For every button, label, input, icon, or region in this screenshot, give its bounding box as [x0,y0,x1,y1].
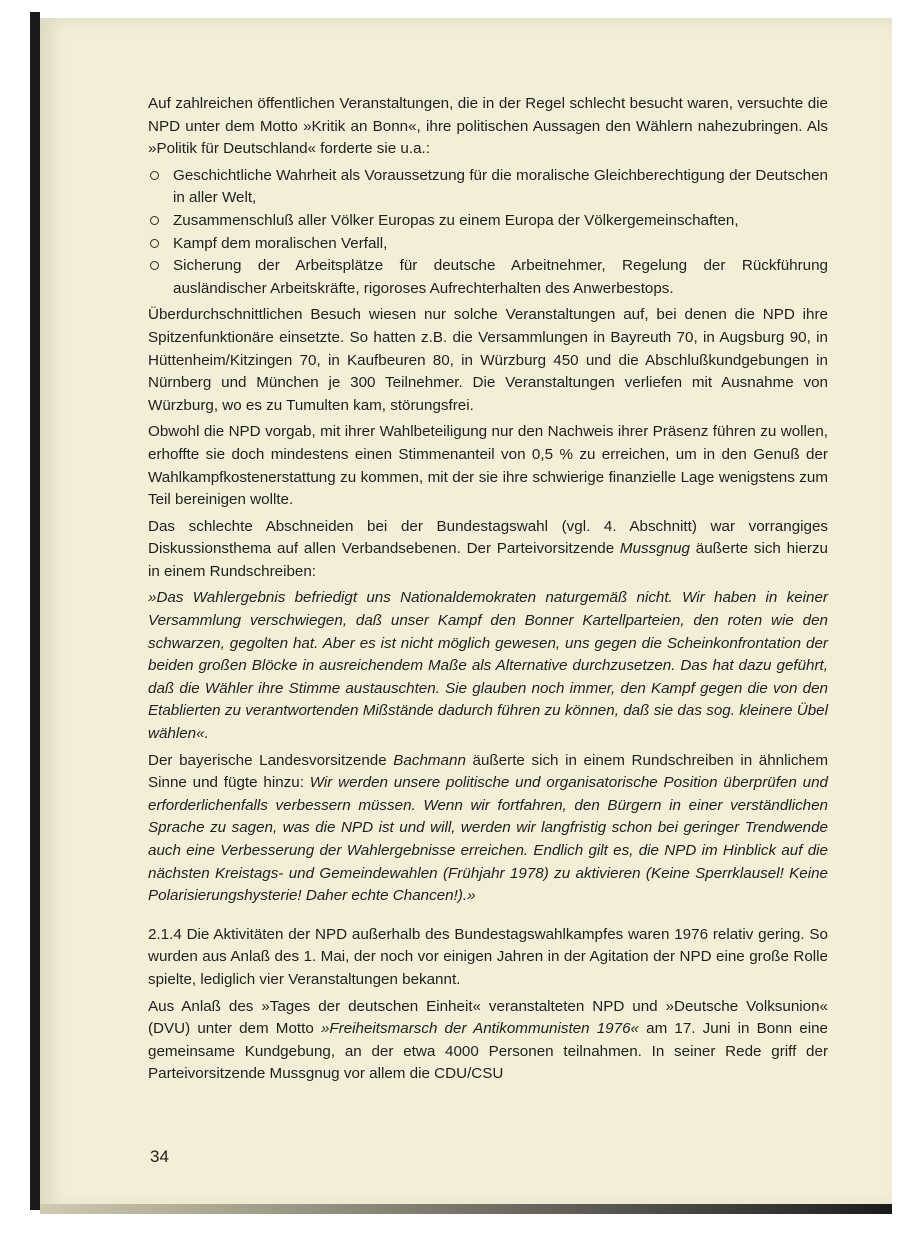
list-item: Kampf dem moralischen Verfall, [148,233,828,256]
paragraph-attendance: Überdurchschnittlichen Besuch wiesen nur solche Veranstaltungen auf, bei denen die NPD ihre Spitzenfunktionäre einsetzte. So hatten z.B. die Versammlungen in Bayreuth 70, in Augsburg 90, in Hüttenheim/Kitzingen 70, in Kaufbeuren 80, in Würzburg 450 und die Abschlußkundgebungen in Nürnberg und München je 300 Teilnehmer. Die Veranstaltungen verliefen mit Ausnahme von Würzburg, wo es zu Tumulten kam, störungsfrei. [148,306,828,414]
quote-mussgnug: »Das Wahlergebnis befriedigt uns Nationaldemokraten naturgemäß nicht. Wir haben in keiner Versammlung verschwiegen, daß unser Kampf den Bonner Kartellparteien, den roten wie den schwarzen, gegolten hat. Aber es ist nicht möglich gewesen, uns gegen die Scheinkonfrontation der beiden großen Blöcke in ausreichendem Maße als Alternative durchzusetzen. Das hat dazu geführt, daß die Wähler ihre Stimme austauschten. Sie glauben noch immer, den Kampf gegen die von den Etablierten zu verantwortenden Mißstände dadurch führen zu können, daß sie das sog. kleinere Übel wählen«. [148,589,828,743]
paragraph-intro: Auf zahlreichen öffentlichen Veranstaltungen, die in der Regel schlecht besucht waren, versuchte die NPD unter dem Motto »Kritik an Bonn«, ihre politischen Aussagen den Wählern nahezubringen. Als »Politik für Deutschland« forderte sie u.a.: [148,95,828,158]
circle-bullet-icon [150,239,159,248]
book-spine [30,12,40,1210]
person-name: Mussgnug [619,540,690,558]
list-item: Zusammenschluß aller Völker Europas zu einem Europa der Völkergemeinschaften, [148,210,828,233]
paragraph-unity-day: Aus Anlaß des »Tages der deutschen Einheit« veranstalteten NPD und »Deutsche Volksunion« (DVU) unter dem Motto »Freiheitsmarsch der Antikommunisten 1976« am 17. Juni in Bonn eine gemeinsame Kundgebung, an der etwa 4000 Personen teilnahmen. In seiner Rede griff der Parteivorsitzende Mussgnug vor allem die CDU/CSU [148,997,828,1083]
paragraph-section-2-1-4: 2.1.4 Die Aktivitäten der NPD außerhalb des Bundestagswahlkampfes waren 1976 relativ gering. So wurden aus Anlaß des 1. Mai, der noch vor einigen Jahren in der Agitation der NPD eine große Rolle spielte, lediglich vier Veranstaltungen bekannt. [148,925,828,988]
circle-bullet-icon [150,261,159,270]
page-content [148,93,828,1090]
motto-quote: »Freiheitsmarsch der Antikommunisten 1976« [320,1020,639,1038]
person-name: Bachmann [393,751,466,769]
page-number: 34 [150,1147,169,1166]
demands-list [148,165,828,301]
paragraph-election-goal: Obwohl die NPD vorgab, mit ihrer Wahlbeteiligung nur den Nachweis ihrer Präsenz führen zu wollen, erhoffte sie doch mindestens einen Stimmenanteil von 0,5 % zu erreichen, um in den Genuß der Wahlkampfkostenerstattung zu kommen, mit der sie ihre schwierige finanzielle Lage wenigstens zum Teil bereinigen wollte. [148,423,828,509]
quote-bachmann: Wir werden unsere politische und organisatorische Position überprüfen und erforderlichenfalls verbessern müssen. Wenn wir fortfahren, den Bürgern in einer verständlichen Sprache zu sagen, was die NPD ist und will, werden wir langfristig schon bei geringer Trendwende auch eine Verbesserung der Wahlergebnisse erreichen. Endlich gilt es, die NPD im Hinblick auf die nächsten Kreistags- und Gemeindewahlen (Frühjahr 1978) zu aktivieren (Keine Sperrklausel! Keine Polarisierungshysterie! Daher echte Chancen!).» [148,774,828,905]
circle-bullet-icon [150,216,159,225]
circle-bullet-icon [150,171,159,180]
paragraph-mussgnug: Das schlechte Abschneiden bei der Bundestagswahl (vgl. 4. Abschnitt) war vorrangiges Diskussionsthema auf allen Verbandsebenen. Der Parteivorsitzende Mussgnug äußerte sich hierzu in einem Rundschreiben: [148,517,829,580]
paragraph-bachmann: Der bayerische Landesvorsitzende Bachmann äußerte sich in einem Rundschreiben in ähnlichem Sinne und fügte hinzu: Wir werden unsere politische und organisatorische Position überprüfen und erforderlichenfalls verbessern müssen. Wenn wir fortfahren, den Bürgern in einer verständlichen Sprache zu sagen, was die NPD ist und will, werden wir langfristig schon bei geringer Trendwende auch eine Verbesserung der Wahlergebnisse erreichen. Endlich gilt es, die NPD im Hinblick auf die nächsten Kreistags- und Gemeindewahlen (Frühjahr 1978) zu aktivieren (Keine Sperrklausel! Keine Polarisierungshysterie! Daher echte Chancen!).» [148,751,828,905]
list-item: Geschichtliche Wahrheit als Voraussetzung für die moralische Gleichberechtigung der Deutschen in aller Welt, [148,165,828,210]
list-item: Sicherung der Arbeitsplätze für deutsche Arbeitnehmer, Regelung der Rückführung ausländischer Arbeitskräfte, rigoroses Aufrechterhalten des Anwerbestops. [148,255,828,300]
page-bottom-edge [40,1204,892,1214]
